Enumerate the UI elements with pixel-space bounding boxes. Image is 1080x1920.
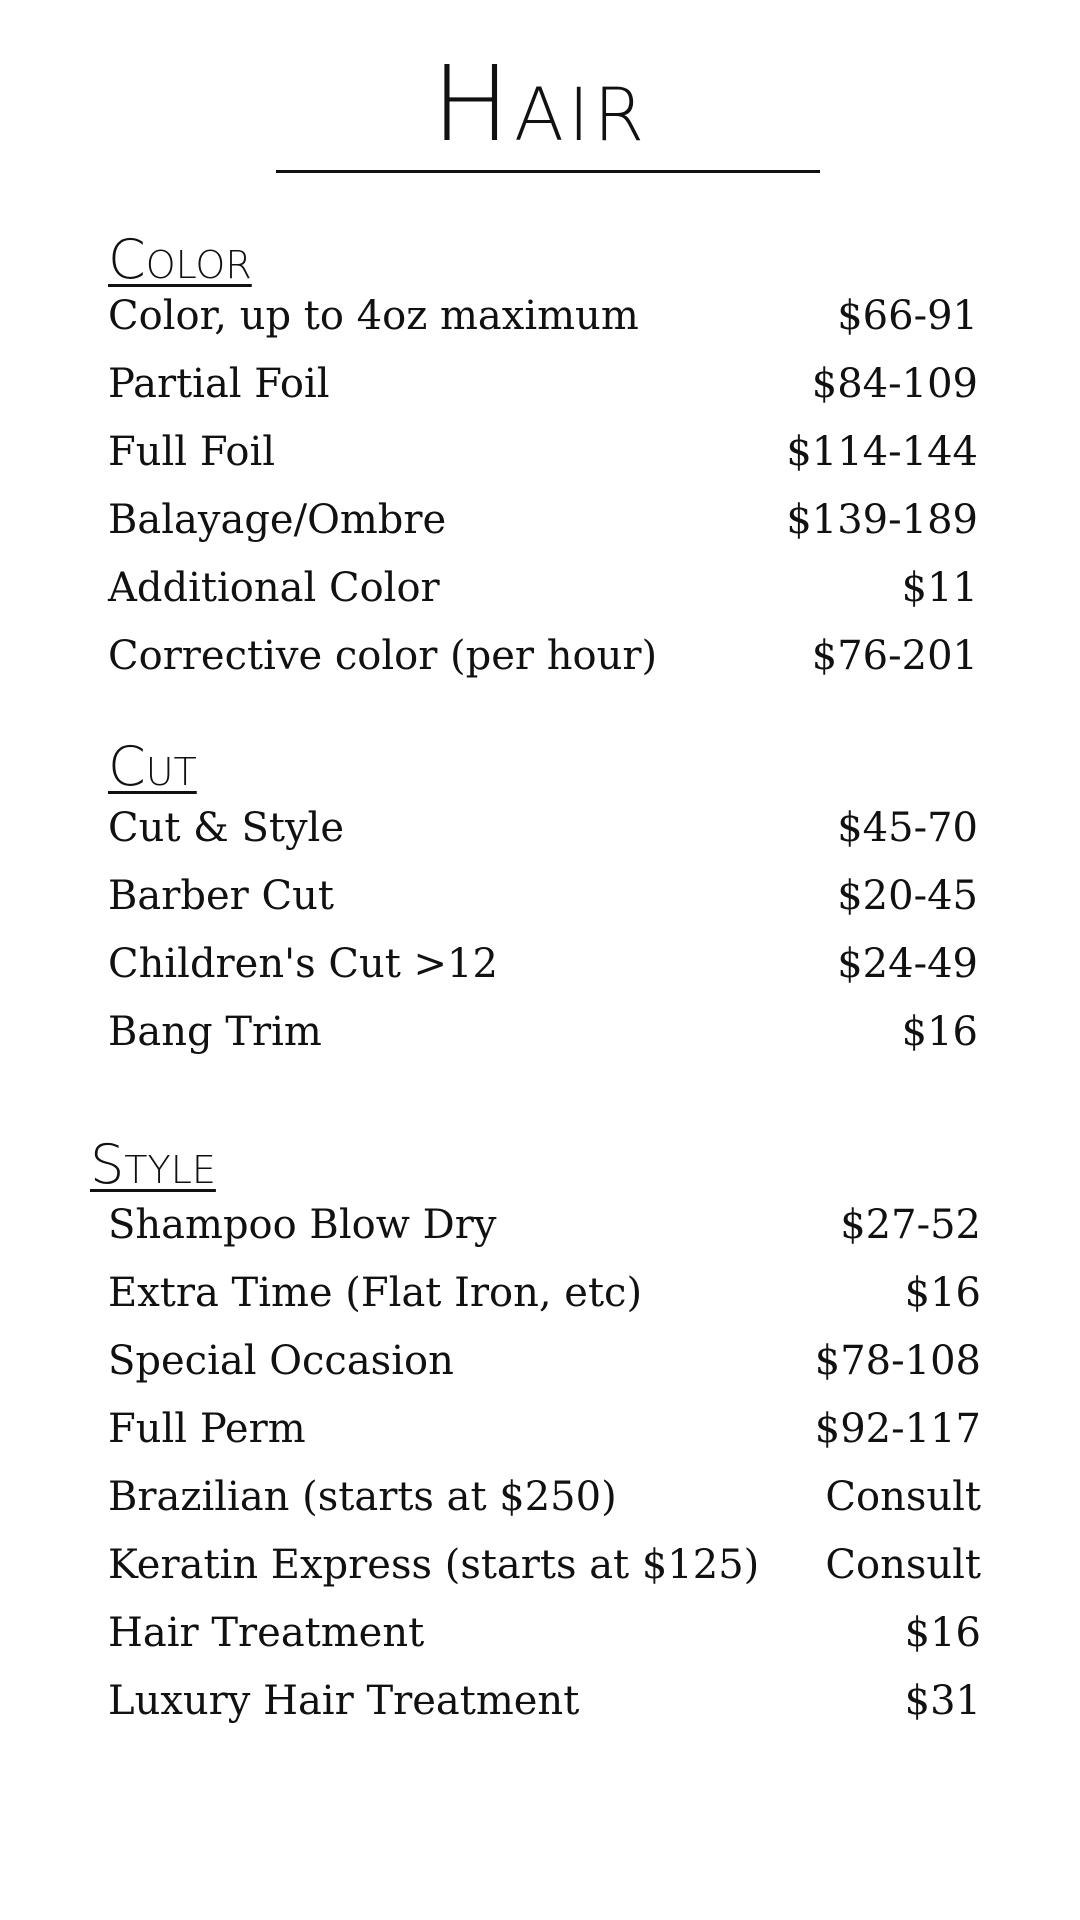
menu-item-row xyxy=(108,936,978,992)
service-price: Consult xyxy=(825,1542,981,1588)
menu-item-row xyxy=(108,1265,981,1321)
service-name: Full Perm xyxy=(108,1406,306,1452)
service-name: Additional Color xyxy=(108,565,440,611)
service-name: Hair Treatment xyxy=(108,1610,425,1656)
page-title: Hair xyxy=(431,43,649,165)
title-divider xyxy=(276,170,820,173)
menu-item-row xyxy=(108,492,978,548)
service-name: Brazilian (starts at $250) xyxy=(108,1474,617,1520)
service-price: $20-45 xyxy=(837,873,978,919)
menu-item-row xyxy=(108,424,978,480)
service-name: Luxury Hair Treatment xyxy=(108,1678,580,1724)
service-name: Keratin Express (starts at $125) xyxy=(108,1542,760,1588)
service-price: $84-109 xyxy=(811,361,978,407)
service-price: $11 xyxy=(901,565,978,611)
menu-item-row xyxy=(108,1673,981,1729)
service-name: Barber Cut xyxy=(108,873,334,919)
menu-item-row xyxy=(108,288,978,344)
service-name: Balayage/Ombre xyxy=(108,497,447,543)
section-heading-color: Color xyxy=(108,228,252,291)
service-price: Consult xyxy=(825,1474,981,1520)
section-heading-style: Style xyxy=(90,1133,216,1196)
service-name: Full Foil xyxy=(108,429,276,475)
service-price: $27-52 xyxy=(840,1202,981,1248)
menu-item-row xyxy=(108,1197,981,1253)
service-name: Special Occasion xyxy=(108,1338,454,1384)
menu-item-row xyxy=(108,1537,981,1593)
service-name: Shampoo Blow Dry xyxy=(108,1202,497,1248)
service-price: $92-117 xyxy=(814,1406,981,1452)
service-name: Partial Foil xyxy=(108,361,330,407)
service-price: $76-201 xyxy=(811,633,978,679)
menu-item-row xyxy=(108,356,978,412)
service-price: $139-189 xyxy=(786,497,978,543)
service-name: Color, up to 4oz maximum xyxy=(108,293,639,339)
service-name: Cut & Style xyxy=(108,805,345,851)
menu-item-row xyxy=(108,1004,978,1060)
service-price: $16 xyxy=(901,1009,978,1055)
service-name: Corrective color (per hour) xyxy=(108,633,658,679)
section-heading-cut: Cut xyxy=(108,735,197,798)
menu-item-row xyxy=(108,1469,981,1525)
service-price: $24-49 xyxy=(837,941,978,987)
service-price: $16 xyxy=(904,1270,981,1316)
service-price: $114-144 xyxy=(786,429,978,475)
menu-item-row xyxy=(108,868,978,924)
menu-item-row xyxy=(108,628,978,684)
service-price: $78-108 xyxy=(814,1338,981,1384)
menu-item-row xyxy=(108,1333,981,1389)
service-name: Children's Cut >12 xyxy=(108,941,498,987)
service-name: Extra Time (Flat Iron, etc) xyxy=(108,1270,643,1316)
service-name: Bang Trim xyxy=(108,1009,322,1055)
menu-item-row xyxy=(108,1605,981,1661)
menu-item-row xyxy=(108,560,978,616)
service-price: $31 xyxy=(904,1678,981,1724)
service-price: $45-70 xyxy=(837,805,978,851)
service-price: $66-91 xyxy=(837,293,978,339)
menu-item-row xyxy=(108,800,978,856)
menu-item-row xyxy=(108,1401,981,1457)
service-price: $16 xyxy=(904,1610,981,1656)
